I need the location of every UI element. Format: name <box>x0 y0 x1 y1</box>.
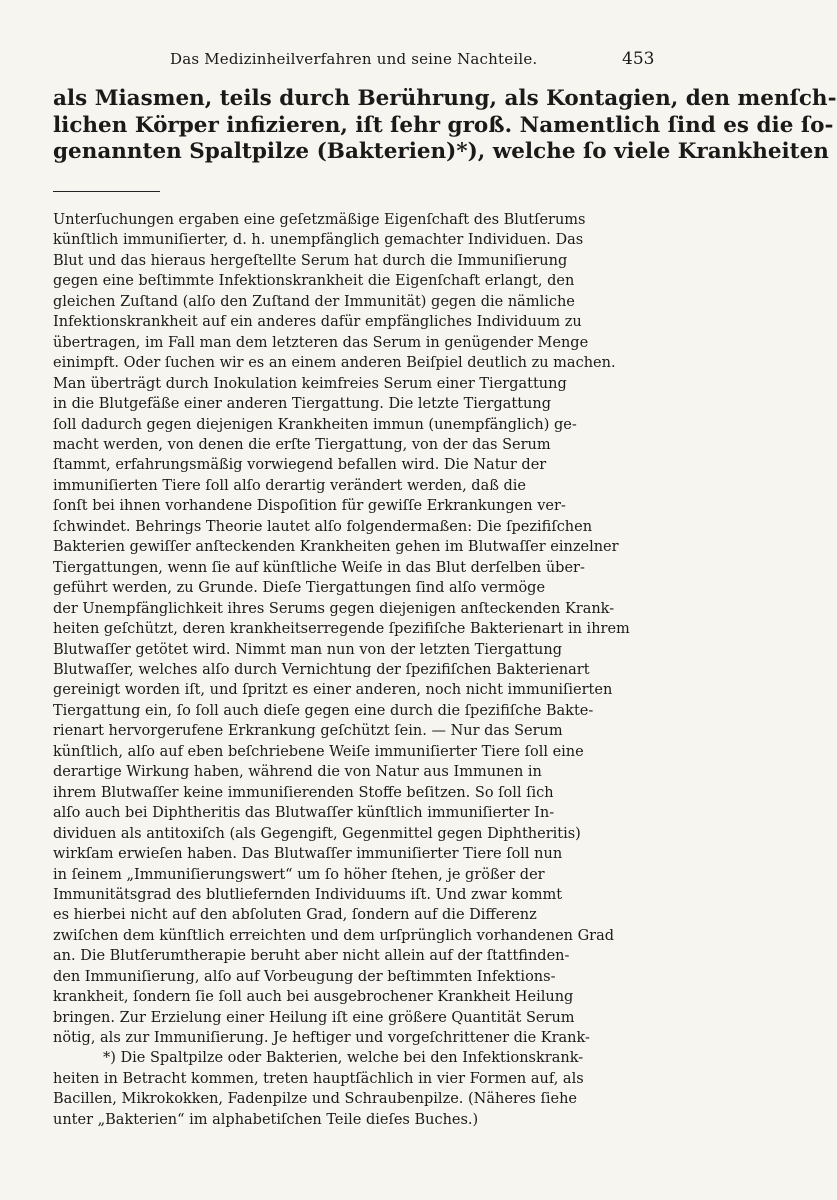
footnote-line: gleichen Zuſtand (alſo den Zuſtand der Immunität) gegen die nämliche <box>53 293 575 310</box>
footnote-line: gereinigt worden iſt, und ſpritzt es einer anderen, noch nicht immuniſierten <box>53 682 613 699</box>
footnote-line: nötig, als zur Immuniſierung. Je heftiger und vorgeſchrittener die Krank- <box>53 1030 590 1047</box>
footnote-line: ſchwindet. Behrings Theorie lautet alſo folgendermaßen: Die ſpezifiſchen <box>53 518 593 535</box>
footnote-line: heiten geſchützt, deren krankheitserregende ſpezifiſche Bakterienart in ihrem <box>53 621 630 638</box>
footnote-line: künſtlich, alſo auf eben beſchriebene Weiſe immuniſierter Tiere ſoll eine <box>53 743 584 760</box>
footnote-line: an. Die Blutſerumtherapie beruht aber nicht allein auf der ſtattfinden- <box>53 948 570 965</box>
footnote-line: Man überträgt durch Inokulation keimfreies Serum einer Tiergattung <box>53 375 567 392</box>
body-text <box>53 86 837 166</box>
footnote-line: Blut und das hieraus hergeſtellte Serum hat durch die Immuniſierung <box>53 252 568 269</box>
footnote-line: Tiergattungen, wenn ſie auf künſtliche Weiſe in das Blut derſelben über- <box>53 559 585 576</box>
footnote-line: unter „Bakterien“ im alphabetiſchen Teile dieſes Buches.) <box>53 1111 479 1128</box>
footnote-line: derartige Wirkung haben, während die von Natur aus Immunen in <box>53 764 542 781</box>
footnote-line: es hierbei nicht auf den abſoluten Grad, ſondern auf die Differenz <box>53 907 537 924</box>
footnote-line: gegen eine beſtimmte Infektionskrankheit die Eigenſchaft erlangt, den <box>53 273 575 290</box>
footnote-line: künſtlich immuniſierter, d. h. unempfänglich gemachter Individuen. Das <box>53 232 584 249</box>
footnote-line: macht werden, von denen die erſte Tiergattung, von der das Serum <box>53 436 551 453</box>
footnote-line: Bacillen, Mikrokokken, Fadenpilze und Schraubenpilze. (Näheres ſiehe <box>53 1091 577 1108</box>
footnote-line: rienart hervorgerufene Erkrankung geſchützt ſein. — Nur das Serum <box>53 723 563 740</box>
page-number: 453 <box>622 49 655 69</box>
footnote-line: Blutwaſſer getötet wird. Nimmt man nun von der letzten Tiergattung <box>53 641 563 658</box>
footnote-line: zwiſchen dem künſtlich erreichten und dem urſprünglich vorhandenen Grad <box>53 927 615 944</box>
footnote-line: ſtammt, erfahrungsmäßig vorwiegend befallen wird. Die Natur der <box>53 457 547 474</box>
footnote-line: heiten in Betracht kommen, treten hauptſächlich in vier Formen auf, als <box>53 1070 584 1087</box>
spaltpilze-footnote <box>53 1048 657 1130</box>
footnote-line: alſo auch bei Diphtheritis das Blutwaſſer künſtlich immuniſierter In- <box>53 805 555 822</box>
footnote-line: in ſeinem „Immuniſierungswert“ um ſo höher ſtehen, je größer der <box>53 866 545 883</box>
footnote-line: dividuen als antitoxiſch (als Gegengift, Gegenmittel gegen Diphtheritis) <box>53 825 581 842</box>
footnote-line: in die Blutgefäße einer anderen Tiergattung. Die letzte Tiergattung <box>53 396 551 413</box>
footnote-line: Tiergattung ein, ſo ſoll auch dieſe gegen eine durch die ſpezifiſche Bakte- <box>53 702 594 719</box>
footnote-line: Blutwaſſer, welches alſo durch Vernichtung der ſpezifiſchen Bakterienart <box>53 661 590 678</box>
footnote-continuation <box>53 210 657 1049</box>
footnote-line: Unterſuchungen ergaben eine geſetzmäßige Eigenſchaft des Blutſerums <box>53 212 586 228</box>
footnote-line: geführt werden, zu Grunde. Dieſe Tiergattungen ſind alſo vermöge <box>53 580 546 597</box>
body-line: als Miasmen, teils durch Berührung, als Kontagien, den menſch- <box>53 86 837 111</box>
footnote-line: ſonſt bei ihnen vorhandene Dispoſition für gewiſſe Erkrankungen ver- <box>53 498 566 515</box>
footnote-line: einimpft. Oder ſuchen wir es an einem anderen Beiſpiel deutlich zu machen. <box>53 355 616 372</box>
running-title: Das Medizinheilverfahren und seine Nachteile. <box>170 50 538 68</box>
footnote-line: krankheit, ſondern ſie ſoll auch bei ausgebrochener Krankheit Heilung <box>53 989 574 1006</box>
footnote-line: Bakterien gewiſſer anſteckenden Krankheiten gehen im Blutwaſſer einzelner <box>53 539 619 556</box>
footnote-line: übertragen, im Fall man dem letzteren das Serum in genügender Menge <box>53 334 589 351</box>
footnote-line: der Unempfänglichkeit ihres Serums gegen diejenigen anſteckenden Krank- <box>53 600 615 617</box>
footnote-line: den Immuniſierung, alſo auf Vorbeugung der beſtimmten Infektions- <box>53 968 556 985</box>
footnote-separator <box>53 191 160 192</box>
body-line: genannten Spaltpilze (Bakterien)*), welche ſo viele Krankheiten <box>53 139 829 164</box>
footnote-line: Immunitätsgrad des blutliefernden Individuums iſt. Und zwar kommt <box>53 886 563 903</box>
footnote-line: Infektionskrankheit auf ein anderes dafür empfängliches Individuum zu <box>53 314 582 331</box>
footnote-line: immuniſierten Tiere ſoll alſo derartig verändert werden, daß die <box>53 477 527 494</box>
body-line: lichen Körper infizieren, iſt ſehr groß. Namentlich ſind es die ſo- <box>53 112 834 138</box>
footnote-line: bringen. Zur Erzielung einer Heilung iſt eine größere Quantität Serum <box>53 1009 575 1026</box>
footnote-line: ſoll dadurch gegen diejenigen Krankheiten immun (unempfänglich) ge- <box>53 416 577 433</box>
footnote-line: *) Die Spaltpilze oder Bakterien, welche bei den Infektionskrank- <box>103 1050 584 1066</box>
footnote-line: ihrem Blutwaſſer keine immuniſierenden Stoffe beſitzen. So ſoll ſich <box>53 784 554 801</box>
footnote-line: wirkſam erwieſen haben. Das Blutwaſſer immuniſierter Tiere ſoll nun <box>53 846 563 863</box>
